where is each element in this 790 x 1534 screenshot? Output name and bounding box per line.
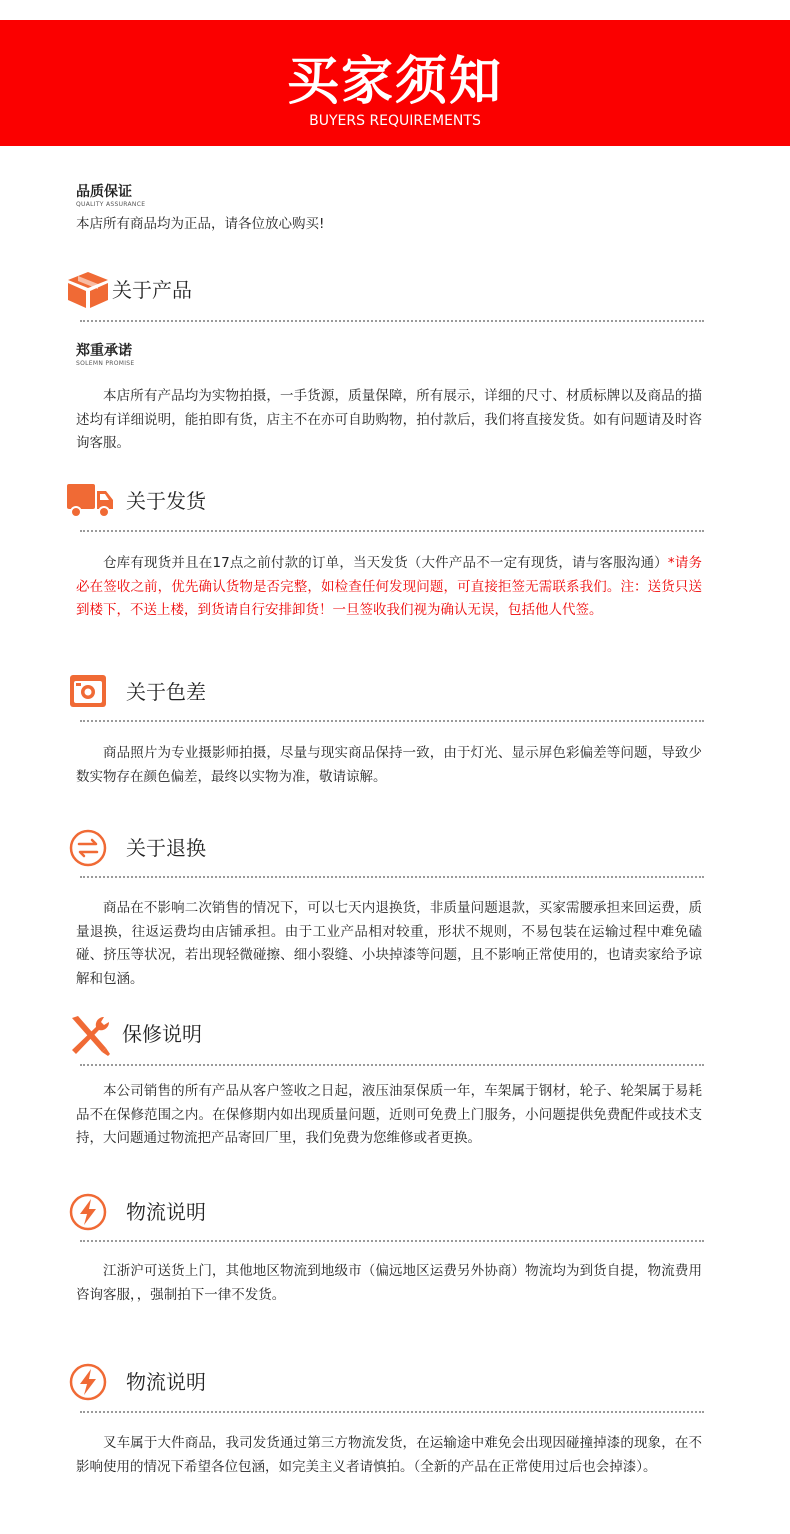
divider (80, 1240, 704, 1242)
section-title: 关于色差 (126, 680, 206, 704)
section-text: 本公司销售的所有产品从客户签收之日起，液压油泵保质一年，车架属于钢材，轮子、轮架属于易耗品不在保修范围之内。在保修期内如出现质量问题，近则可免费上门服务，小问题提供免费配件或技术支持，大问题通过物流把产品寄回厂里，我们免费为您维修或者更换。 (76, 1083, 702, 1146)
lightning-icon (66, 1192, 112, 1232)
section-title: 关于退换 (126, 836, 206, 860)
divider (80, 720, 704, 722)
exchange-icon (66, 828, 112, 868)
section-title: 关于发货 (126, 489, 206, 513)
quality-subtitle: QUALITY ASSURANCE (76, 201, 146, 208)
promise-subtitle: SOLEMN PROMISE (76, 360, 135, 367)
shipping-text (76, 552, 702, 623)
solemn-promise (76, 342, 135, 368)
section-text: 商品照片为专业摄影师拍摄，尽量与现实商品保持一致，由于灯光、显示屏色彩偏差等问题，导致少数实物存在颜色偏差，最终以实物为准，敬请谅解。 (76, 745, 702, 785)
camera-icon (66, 672, 112, 712)
lightning-icon (66, 1362, 112, 1402)
quality-title: 品质保证 (76, 184, 132, 200)
section-title: 关于产品 (112, 278, 192, 302)
box-icon (66, 270, 112, 310)
section-text: 叉车属于大件商品，我司发货通过第三方物流发货，在运输途中难免会出现因碰撞掉漆的现象，在不影响使用的情况下希望各位包涵，如完美主义者请慎拍。（全新的产品在正常使用过后也会掉漆）。 (76, 1435, 702, 1475)
banner-subtitle: BUYERS REQUIREMENTS (309, 113, 481, 129)
promise-title: 郑重承诺 (76, 343, 132, 359)
divider (80, 320, 704, 322)
section-text: 江浙沪可送货上门，其他地区物流到地级市（偏远地区运费另外协商）物流均为到货自提，物流费用咨询客服，，强制拍下一律不发货。 (76, 1263, 702, 1303)
divider (80, 876, 704, 878)
section-text: 本店所有产品均为实物拍摄，一手货源，质量保障，所有展示，详细的尺寸、材质标牌以及商品的描述均有详细说明，能拍即有货，店主不在亦可自助购物，拍付款后，我们将直接发货。如有问题请及时咨询客服。 (76, 388, 702, 451)
section-title: 物流说明 (126, 1370, 206, 1394)
banner-title: 买家须知 (286, 52, 503, 112)
wrench-screwdriver-icon (66, 1014, 112, 1054)
divider (80, 1064, 704, 1066)
shipping-warning: *请务必在签收之前，优先确认货物是否完整，如检查任何发现问题，可直接拒签无需联系我们。注：送货只送到楼下，不送上楼，到货请自行安排卸货！一旦签收我们视为确认无误，包括他人代签。 (76, 555, 702, 618)
section-text: 商品在不影响二次销售的情况下，可以七天内退换货，非质量问题退款，买家需腰承担来回运费，质量退换，往返运费均由店铺承担。由于工业产品相对较重，形状不规则，不易包装在运输过程中难免磕碰、挤压等状况，若出现轻微碰擦、细小裂缝、小块掉漆等问题，且不影响正常使用的，也请卖家给予谅解和包涵。 (76, 900, 702, 987)
divider (80, 530, 704, 532)
divider (80, 1411, 704, 1413)
section-title: 物流说明 (126, 1200, 206, 1224)
shipping-note: 仓库有现货并且在17点之前付款的订单，当天发货（大件产品不一定有现货，请与客服沟通） (103, 555, 668, 571)
section-title: 保修说明 (122, 1022, 202, 1046)
header-banner (0, 20, 790, 146)
quality-text: 本店所有商品均为正品，请各位放心购买! (76, 216, 325, 232)
truck-icon (66, 481, 112, 521)
quality-assurance (76, 183, 324, 234)
